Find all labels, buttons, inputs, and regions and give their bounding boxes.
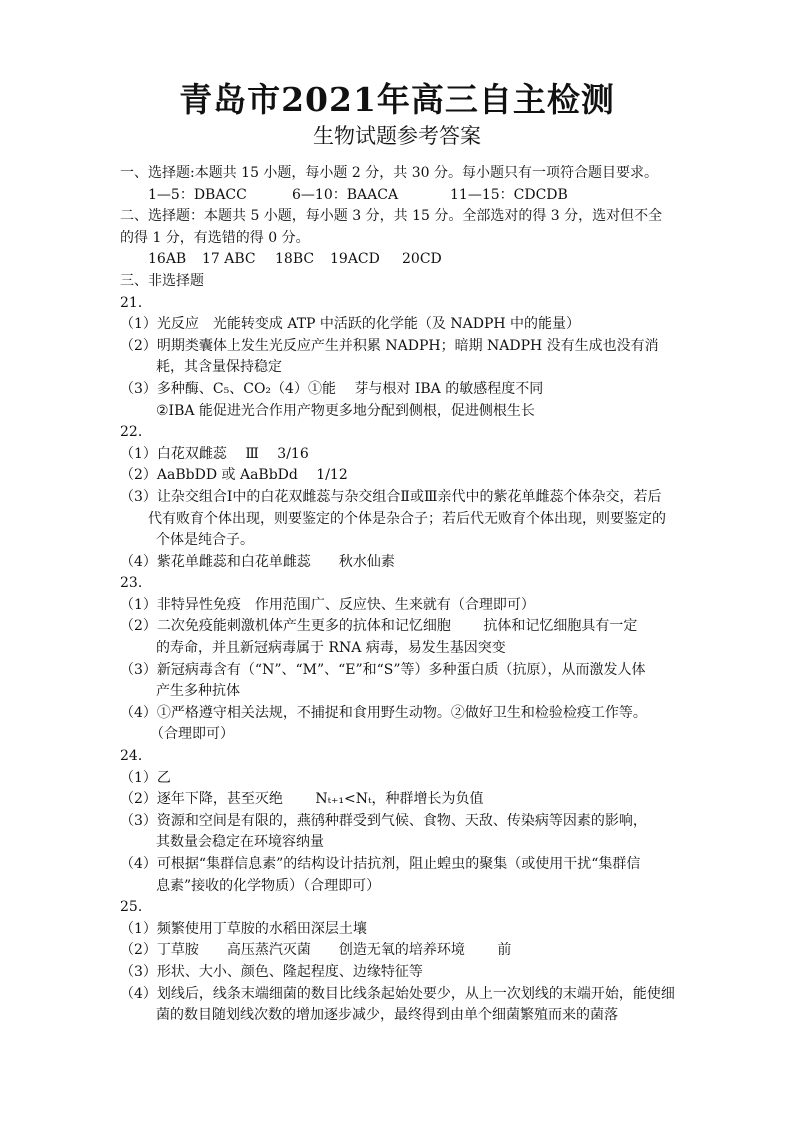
q23-answer-4-line2: （合理即可） — [150, 726, 234, 743]
q22-answer-3-line1: （3）让杂交组合Ⅰ中的白花双雌蕊与杂交组合Ⅱ或Ⅲ亲代中的紫花单雌蕊个体杂交，若后 — [120, 488, 662, 505]
section2-answer: 16AB — [148, 251, 187, 268]
section1-answers — [120, 185, 680, 207]
q24-answer-3-line1: （3）资源和空间是有限的，燕鸻种群受到气候、食物、天敌、传染病等因素的影响， — [120, 812, 647, 829]
q23-answer-1: （1）非特异性免疫 作用范围广、反应快、生来就有（合理即可） — [120, 596, 535, 613]
q21-answer-3-line2: ②IBA 能促进光合作用产物更多地分配到侧根，促进侧根生长 — [156, 402, 535, 419]
q24-answer-4-line1: （4）可根据“集群信息素”的结构设计拮抗剂，阻止蝗虫的聚集（或使用干扰“集群信 — [120, 856, 641, 872]
section2-answer: 18BC — [275, 251, 315, 268]
section2-answers — [120, 249, 680, 271]
section1-answer-group: 1—5：DBACC — [148, 186, 247, 203]
question-number: 23． — [120, 575, 152, 592]
section1-answer-group: 11—15：CDCDB — [450, 186, 568, 203]
q25-answer-2: （2）丁草胺 高压蒸汽灭菌 创造无氧的培养环境 前 — [120, 942, 512, 959]
q24-answer-4-line2: 息素”接收的化学物质）（合理即可） — [156, 877, 381, 894]
q25-answer-1: （1）频繁使用丁草胺的水稻田深层土壤 — [120, 920, 367, 937]
question-number: 21． — [120, 294, 152, 311]
question-number: 22． — [120, 424, 152, 441]
question-number: 24． — [120, 748, 152, 765]
q25-answer-4-line1: （4）划线后，线条末端细菌的数目比线条起始处要少，从上一次划线的末端开始，能使细 — [120, 985, 675, 1002]
section3-header: 三、非选择题 — [120, 272, 204, 289]
q21-answer-3-line1: （3）多种酶、C₅、CO₂（4）①能 芽与根对 IBA 的敏感程度不同 — [120, 380, 544, 397]
section2-answer: 17 ABC — [202, 251, 256, 268]
q25-answer-3: （3）形状、大小、颜色、隆起程度、边缘特征等 — [120, 963, 423, 980]
q21-answer-2-line2: 耗，其含量保持稳定 — [156, 359, 282, 376]
page-title: 青岛市2021年高三自主检测 — [179, 80, 615, 119]
section2-answer: 20CD — [402, 251, 442, 268]
section2-header-line2: 的得 1 分，有选错的得 0 分。 — [120, 229, 310, 246]
q22-answer-3-line3: 个体是纯合子。 — [156, 532, 254, 549]
question-number: 25． — [120, 899, 152, 916]
answer-content — [120, 163, 680, 1027]
section2-answer: 19ACD — [330, 251, 380, 268]
q24-answer-3-line2: 其数量会稳定在环境容纳量 — [156, 834, 324, 851]
page-subtitle: 生物试题参考答案 — [313, 124, 481, 148]
q25-answer-4-line2: 菌的数目随划线次数的增加逐步减少，最终得到由单个细菌繁殖而来的菌落 — [156, 1007, 618, 1024]
q22-answer-4: （4）紫花单雌蕊和白花单雌蕊 秋水仙素 — [120, 553, 395, 570]
q24-answer-1: （1）乙 — [120, 769, 171, 786]
q22-answer-3-line2: 代有败育个体出现，则要鉴定的个体是杂合子；若后代无败育个体出现，则要鉴定的 — [148, 510, 666, 527]
q22-answer-1: （1）白花双雌蕊 Ⅲ 3/16 — [120, 445, 309, 462]
q23-answer-2-line2: 的寿命，并且新冠病毒属于 RNA 病毒，易发生基因突变 — [156, 640, 506, 657]
section2-header-line1: 二、选择题：本题共 5 小题，每小题 3 分，共 15 分。全部选对的得 3 分，选对但不全 — [120, 208, 663, 225]
q24-answer-2: （2）逐年下降，甚至灭绝 Nₜ₊₁<Nₜ，种群增长为负值 — [120, 791, 484, 808]
q21-answer-2-line1: （2）明期类囊体上发生光反应产生并积累 NADPH；暗期 NADPH 没有生成也没有消 — [120, 337, 659, 354]
q22-answer-2: （2）AaBbDD 或 AaBbDd 1/12 — [120, 467, 348, 484]
section1-header: 一、选择题:本题共 15 小题，每小题 2 分，共 30 分。每小题只有一项符合题目要求。 — [120, 165, 658, 181]
q21-answer-1: （1）光反应 光能转变成 ATP 中活跃的化学能（及 NADPH 中的能量） — [120, 316, 581, 333]
q23-answer-2-line1: （2）二次免疫能刺激机体产生更多的抗体和记忆细胞 抗体和记忆细胞具有一定 — [120, 618, 638, 635]
q23-answer-4-line1: （4）①严格遵守相关法规，不捕捉和食用野生动物。②做好卫生和检验检疫工作等。 — [120, 704, 647, 721]
q23-answer-3-line2: 产生多种抗体 — [156, 683, 240, 700]
q23-answer-3-line1: （3）新冠病毒含有（“N”、“M”、“E”和“S”等）多种蛋白质（抗原），从而激发人体 — [120, 661, 646, 678]
section1-answer-group: 6—10：BAACA — [292, 186, 399, 203]
